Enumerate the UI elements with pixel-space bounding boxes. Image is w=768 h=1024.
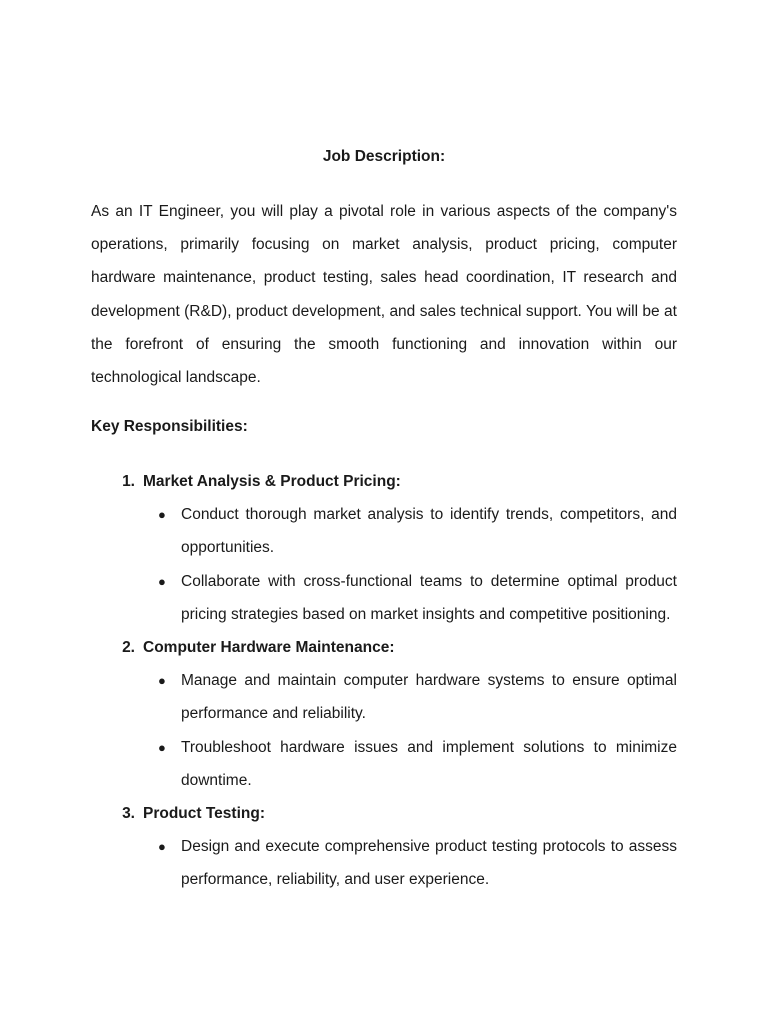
- section-title: Computer Hardware Maintenance:: [143, 639, 395, 657]
- bullet-text: Conduct thorough market analysis to identify trends, competitors, and opportunities.: [181, 506, 677, 557]
- section-title: Market Analysis & Product Pricing:: [143, 473, 401, 490]
- section-heading: [91, 631, 677, 664]
- responsibility-section: [91, 465, 677, 631]
- bullet-icon: ●: [158, 673, 166, 689]
- bullet-item: [91, 830, 677, 896]
- bullet-text: Manage and maintain computer hardware systems to ensure optimal performance and reliability.: [181, 672, 677, 723]
- responsibility-section: [91, 797, 677, 897]
- key-responsibilities-heading: Key Responsibilities:: [91, 418, 248, 435]
- bullet-text: Design and execute comprehensive product testing protocols to assess performance, reliability, and user experience.: [181, 838, 677, 889]
- responsibility-section: [91, 631, 677, 797]
- section-number: 3.: [122, 805, 135, 823]
- bullet-list: [91, 830, 677, 896]
- bullet-text: Troubleshoot hardware issues and implement solutions to minimize downtime.: [181, 738, 677, 789]
- responsibilities-list: [91, 465, 677, 897]
- bullet-list: [91, 498, 677, 631]
- bullet-icon: ●: [158, 739, 166, 755]
- section-number: 1.: [122, 473, 135, 490]
- bullet-list: [91, 664, 677, 797]
- section-title: Product Testing:: [143, 805, 265, 823]
- bullet-text: Collaborate with cross-functional teams to determine optimal product pricing strategies based on market insights and competitive positioning.: [181, 572, 677, 623]
- bullet-item: [91, 664, 677, 730]
- bullet-icon: ●: [158, 507, 166, 523]
- page-title: Job Description:: [322, 148, 446, 165]
- bullet-icon: ●: [158, 573, 166, 589]
- intro-paragraph: As an IT Engineer, you will play a pivotal role in various aspects of the company's operations, primarily focusing on market analysis, product pricing, computer hardware maintenance, product testing, sales head coordination, IT research and development (R&D), product development, and sales technical support. You will be at the forefront of ensuring the smooth functioning and innovation within our technological landscape.: [91, 203, 677, 387]
- bullet-icon: ●: [158, 839, 166, 855]
- bullet-item: [91, 498, 677, 564]
- section-heading: [91, 797, 677, 830]
- section-heading: [91, 465, 677, 498]
- bullet-item: [91, 731, 677, 797]
- section-number: 2.: [122, 639, 135, 657]
- bullet-item: [91, 565, 677, 631]
